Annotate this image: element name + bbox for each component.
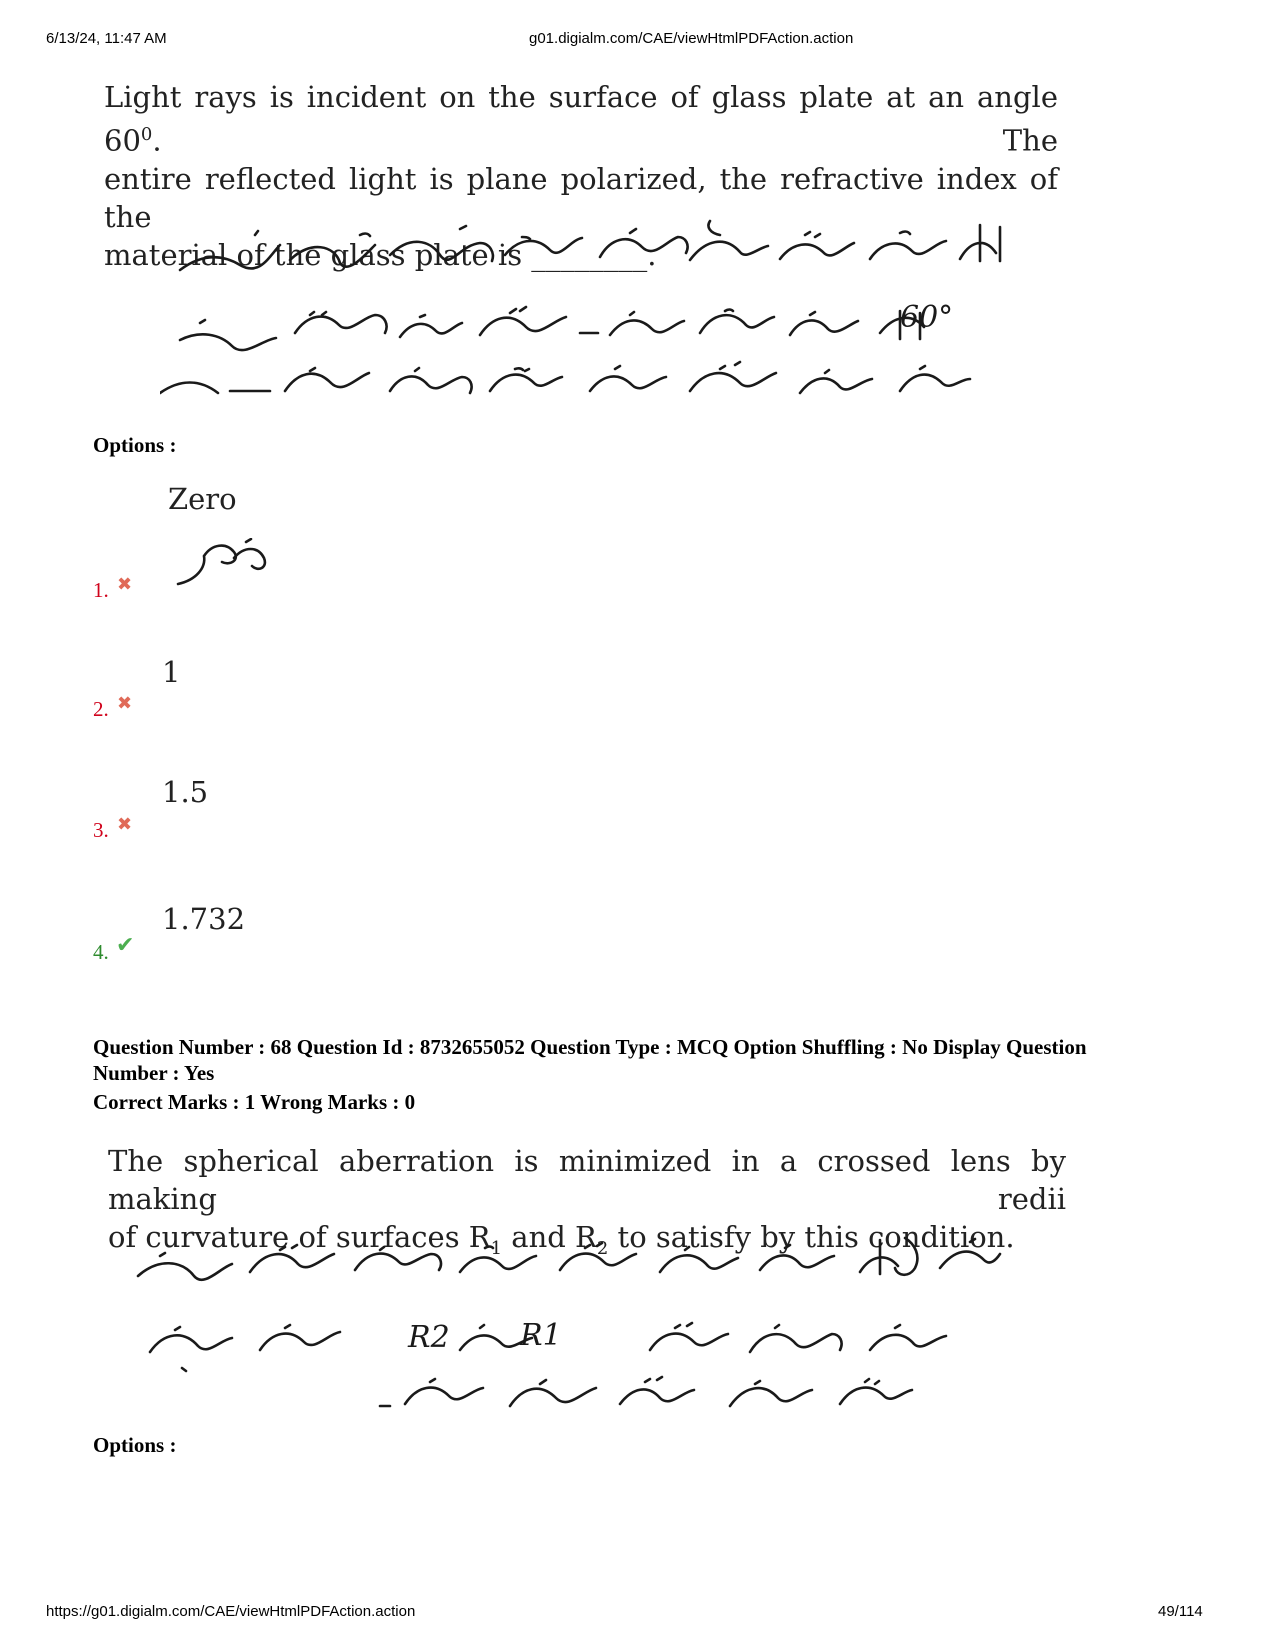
option-value: 1.732 bbox=[162, 902, 246, 936]
question-text-line: The spherical aberration is minimized in a crossed lens by making redii bbox=[108, 1144, 1066, 1216]
question-meta-line: Question Number : 68 Question Id : 8732655052 Question Type : MCQ Option Shuffling : No Display Question bbox=[93, 1035, 1087, 1059]
question-text-line: material of the glass plate is ________. bbox=[104, 237, 657, 272]
check-icon: ✔ bbox=[116, 932, 135, 957]
option-number: 3. bbox=[93, 818, 109, 842]
option-number: 1. bbox=[93, 578, 109, 602]
options-label: Options : bbox=[93, 1433, 177, 1457]
question-text-line: Light rays is incident on the surface of glass plate at an angle 60 bbox=[104, 80, 1058, 158]
print-datetime: 6/13/24, 11:47 AM bbox=[46, 30, 167, 47]
urdu-handwritten-question bbox=[130, 1228, 1020, 1418]
urdu-handwritten-question bbox=[160, 215, 1020, 405]
cross-icon: ✖ bbox=[117, 814, 133, 834]
urdu-handwritten-r1: R1 bbox=[520, 1318, 562, 1353]
question-meta bbox=[93, 1034, 1203, 1086]
option-value: 1.5 bbox=[162, 775, 209, 809]
option-value: Zero bbox=[168, 482, 237, 516]
question-text-line: . The bbox=[152, 123, 1058, 158]
option-value: 1 bbox=[162, 655, 181, 689]
question-text-line: entire reflected light is plane polarized, the refractive index of the bbox=[104, 161, 1058, 234]
question-text-line: and R bbox=[502, 1220, 597, 1254]
cross-icon: ✖ bbox=[117, 693, 133, 713]
subscript: 1 bbox=[490, 1237, 503, 1259]
option-number: 4. bbox=[93, 940, 109, 964]
cross-icon: ✖ bbox=[117, 574, 133, 594]
print-footer-url: https://g01.digialm.com/CAE/viewHtmlPDFAction.action bbox=[46, 1603, 416, 1620]
question-text-line: to satisfy by this condition. bbox=[608, 1220, 1015, 1254]
question-marks: Correct Marks : 1 Wrong Marks : 0 bbox=[93, 1090, 416, 1114]
print-page-number: 49/114 bbox=[1158, 1603, 1203, 1620]
subscript: 2 bbox=[596, 1237, 609, 1259]
urdu-handwritten-option bbox=[176, 538, 276, 594]
question-meta-line: Number : Yes bbox=[93, 1061, 215, 1085]
urdu-handwritten-r2: R2 bbox=[408, 1320, 450, 1355]
print-page-title: g01.digialm.com/CAE/viewHtmlPDFAction.action bbox=[529, 30, 854, 47]
option-number: 2. bbox=[93, 697, 109, 721]
urdu-handwritten-numeral: 60° bbox=[900, 300, 954, 335]
degree-superscript: 0 bbox=[140, 124, 153, 145]
question-text-line: of curvature of surfaces R bbox=[108, 1220, 491, 1254]
options-label: Options : bbox=[93, 433, 177, 457]
